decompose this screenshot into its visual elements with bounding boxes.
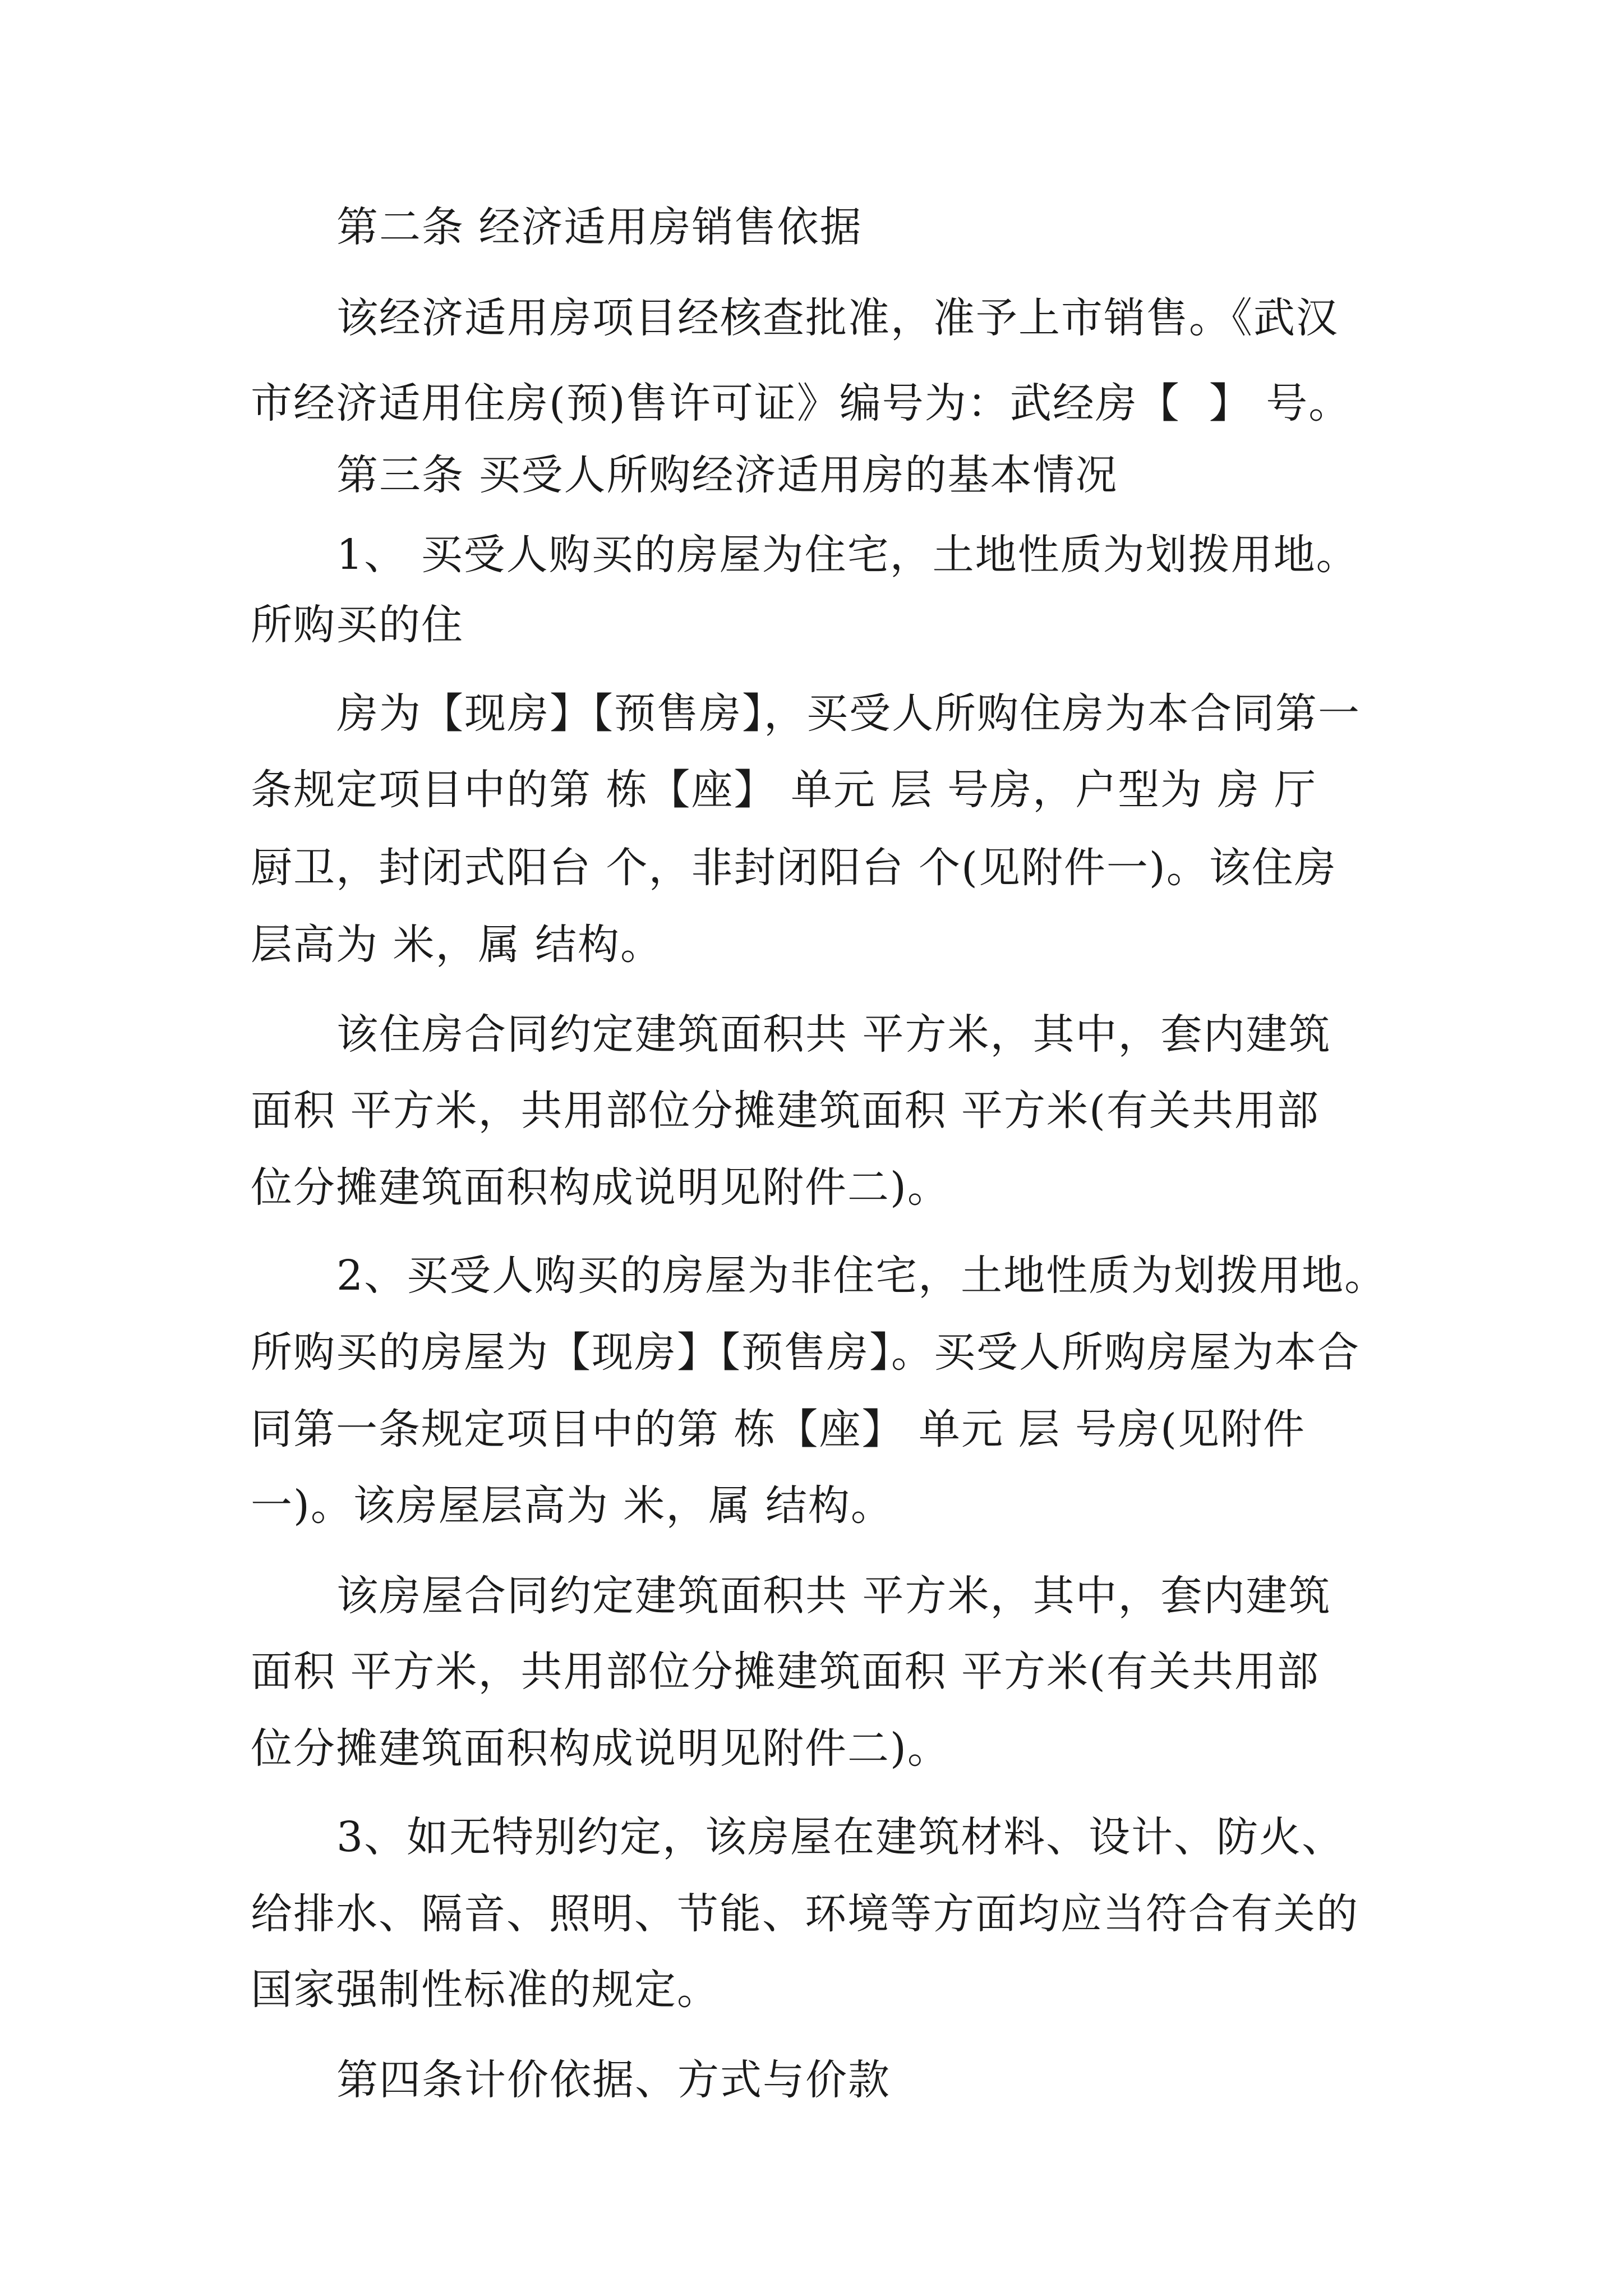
paragraph-line: 层高为 米，属 结构。 [251,921,663,969]
paragraph-line: 国家强制性标准的规定。 [251,1966,720,2014]
paragraph-line: 房为【现房】【预售房】，买受人所购住房为本合同第一 [336,689,1361,738]
paragraph-line: 市经济适用住房(预)售许可证》编号为：武经房【 】 号。 [251,379,1352,427]
paragraph-line: 同第一条规定项目中的第 栋【座】 单元 层 号房(见附件 [251,1405,1306,1453]
paragraph-line: 所购买的房屋为【现房】【预售房】。买受人所购房屋为本合 [251,1328,1360,1377]
paragraph-line: 面积 平方米，共用部位分摊建筑面积 平方米(有关共用部 [251,1648,1320,1696]
article-2-heading: 第二条 经济适用房销售依据 [336,203,863,251]
paragraph-line: 条规定项目中的第 栋【座】 单元 层 号房，户型为 房 厅 [251,766,1317,814]
paragraph-line: 给排水、隔音、照明、节能、环境等方面均应当符合有关的 [251,1890,1359,1938]
paragraph-line: 1、 买受人购买的房屋为住宅，土地性质为划拨用地。 [336,531,1359,579]
paragraph-line: 2、买受人购买的房屋为非住宅，土地性质为划拨用地。 [336,1251,1387,1300]
paragraph-line: 一)。该房屋层高为 米，属 结构。 [251,1481,893,1530]
article-4-heading: 第四条计价依据、方式与价款 [336,2056,891,2104]
paragraph-line: 所购买的住 [251,601,464,649]
paragraph-line: 位分摊建筑面积构成说明见附件二)。 [251,1724,950,1773]
paragraph-line: 厨卫，封闭式阳台 个，非封闭阳台 个(见附件一)。该住房 [251,844,1337,892]
paragraph-line: 3、如无特别约定，该房屋在建筑材料、设计、防火、 [336,1813,1345,1861]
paragraph-line: 该经济适用房项目经核查批准，准予上市销售。《武汉 [336,294,1339,342]
paragraph-line: 该住房合同约定建筑面积共 平方米，其中，套内建筑 [336,1010,1331,1059]
paragraph-line: 面积 平方米，共用部位分摊建筑面积 平方米(有关共用部 [251,1087,1320,1135]
paragraph-line: 位分摊建筑面积构成说明见附件二)。 [251,1163,950,1212]
article-3-heading: 第三条 买受人所购经济适用房的基本情况 [336,451,1118,499]
paragraph-line: 该房屋合同约定建筑面积共 平方米，其中，套内建筑 [336,1572,1331,1620]
